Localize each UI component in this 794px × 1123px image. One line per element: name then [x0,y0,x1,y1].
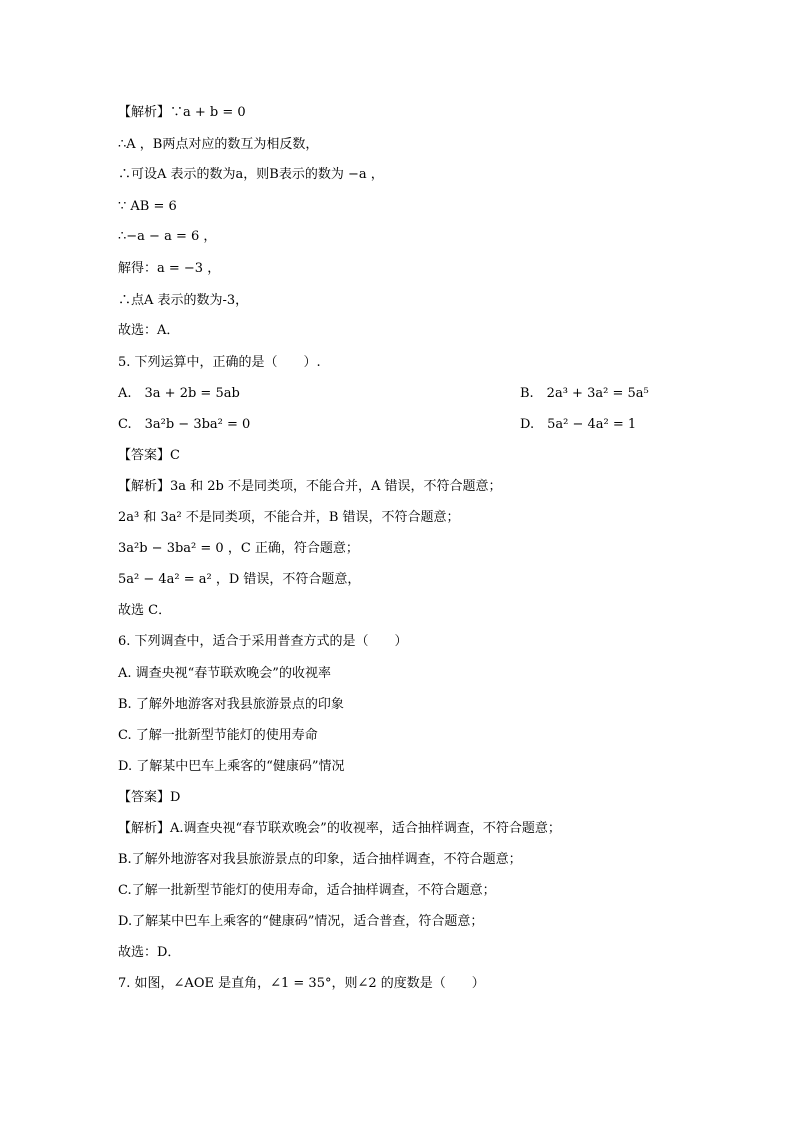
analysis-line: 2a³ 和 3a² 不是同类项，不能合并，B 错误，不符合题意； [118,510,460,525]
question-5-answer: 【答案】C [118,448,180,463]
question-6-option-b: B. 了解外地游客对我县旅游景点的印象 [118,697,344,712]
question-6-option-a: A. 调查央视“春节联欢晚会”的收视率 [118,666,331,681]
analysis-line: 5a² − 4a² = a² ，D 错误，不符合题意， [118,572,361,587]
solution-line: ∵ AB = 6 [118,199,177,214]
analysis-line: 【解析】A.调查央视“春节联欢晚会”的收视率，适合抽样调查，不符合题意； [118,821,561,836]
analysis-line: D.了解某中巴车上乘客的“健康码”情况，适合普查，符合题意； [118,914,484,929]
solution-line: ∴A ，B两点对应的数互为相反数， [118,137,319,152]
question-6-option-d: D. 了解某中巴车上乘客的“健康码”情况 [118,759,345,774]
solution-line: ∴−a − a = 6 ， [118,229,217,244]
solution-line: 解得：a = −3 ， [118,261,221,276]
question-5-option-a: A. 3a + 2b = 5ab [118,386,240,401]
question-5-option-b: B. 2a³ + 3a² = 5a⁵ [520,386,649,401]
solution-line: ∴点A 表示的数为-3， [118,293,249,308]
analysis-line: 故选：D． [118,945,181,960]
analysis-line: 【解析】3a 和 2b 不是同类项，不能合并，A 错误，不符合题意； [118,479,502,494]
question-5-option-c: C. 3a²b − 3ba² = 0 [118,417,251,432]
question-6-option-c: C. 了解一批新型节能灯的使用寿命 [118,728,318,743]
analysis-line: B.了解外地游客对我县旅游景点的印象，适合抽样调查，不符合题意； [118,852,522,867]
question-5-option-d: D. 5a² − 4a² = 1 [520,417,637,432]
question-6-stem: 6. 下列调查中，适合于采用普查方式的是（ ） [118,634,408,649]
question-6-answer: 【答案】D [118,790,181,805]
question-7-stem: 7. 如图，∠AOE 是直角，∠1 = 35°，则∠2 的度数是（ ） [118,976,485,991]
analysis-line: C.了解一批新型节能灯的使用寿命，适合抽样调查，不符合题意； [118,883,496,898]
question-5-stem: 5. 下列运算中，正确的是（ ）. [118,355,321,370]
analysis-line: 3a²b − 3ba² = 0 ，C 正确，符合题意； [118,541,359,556]
solution-line: ∴可设A 表示的数为a，则B表示的数为 −a ， [118,167,384,182]
solution-line: 【解析】∵a + b = 0 [118,105,246,120]
analysis-line: 故选 C． [118,603,172,618]
solution-line: 故选：A． [118,323,180,338]
